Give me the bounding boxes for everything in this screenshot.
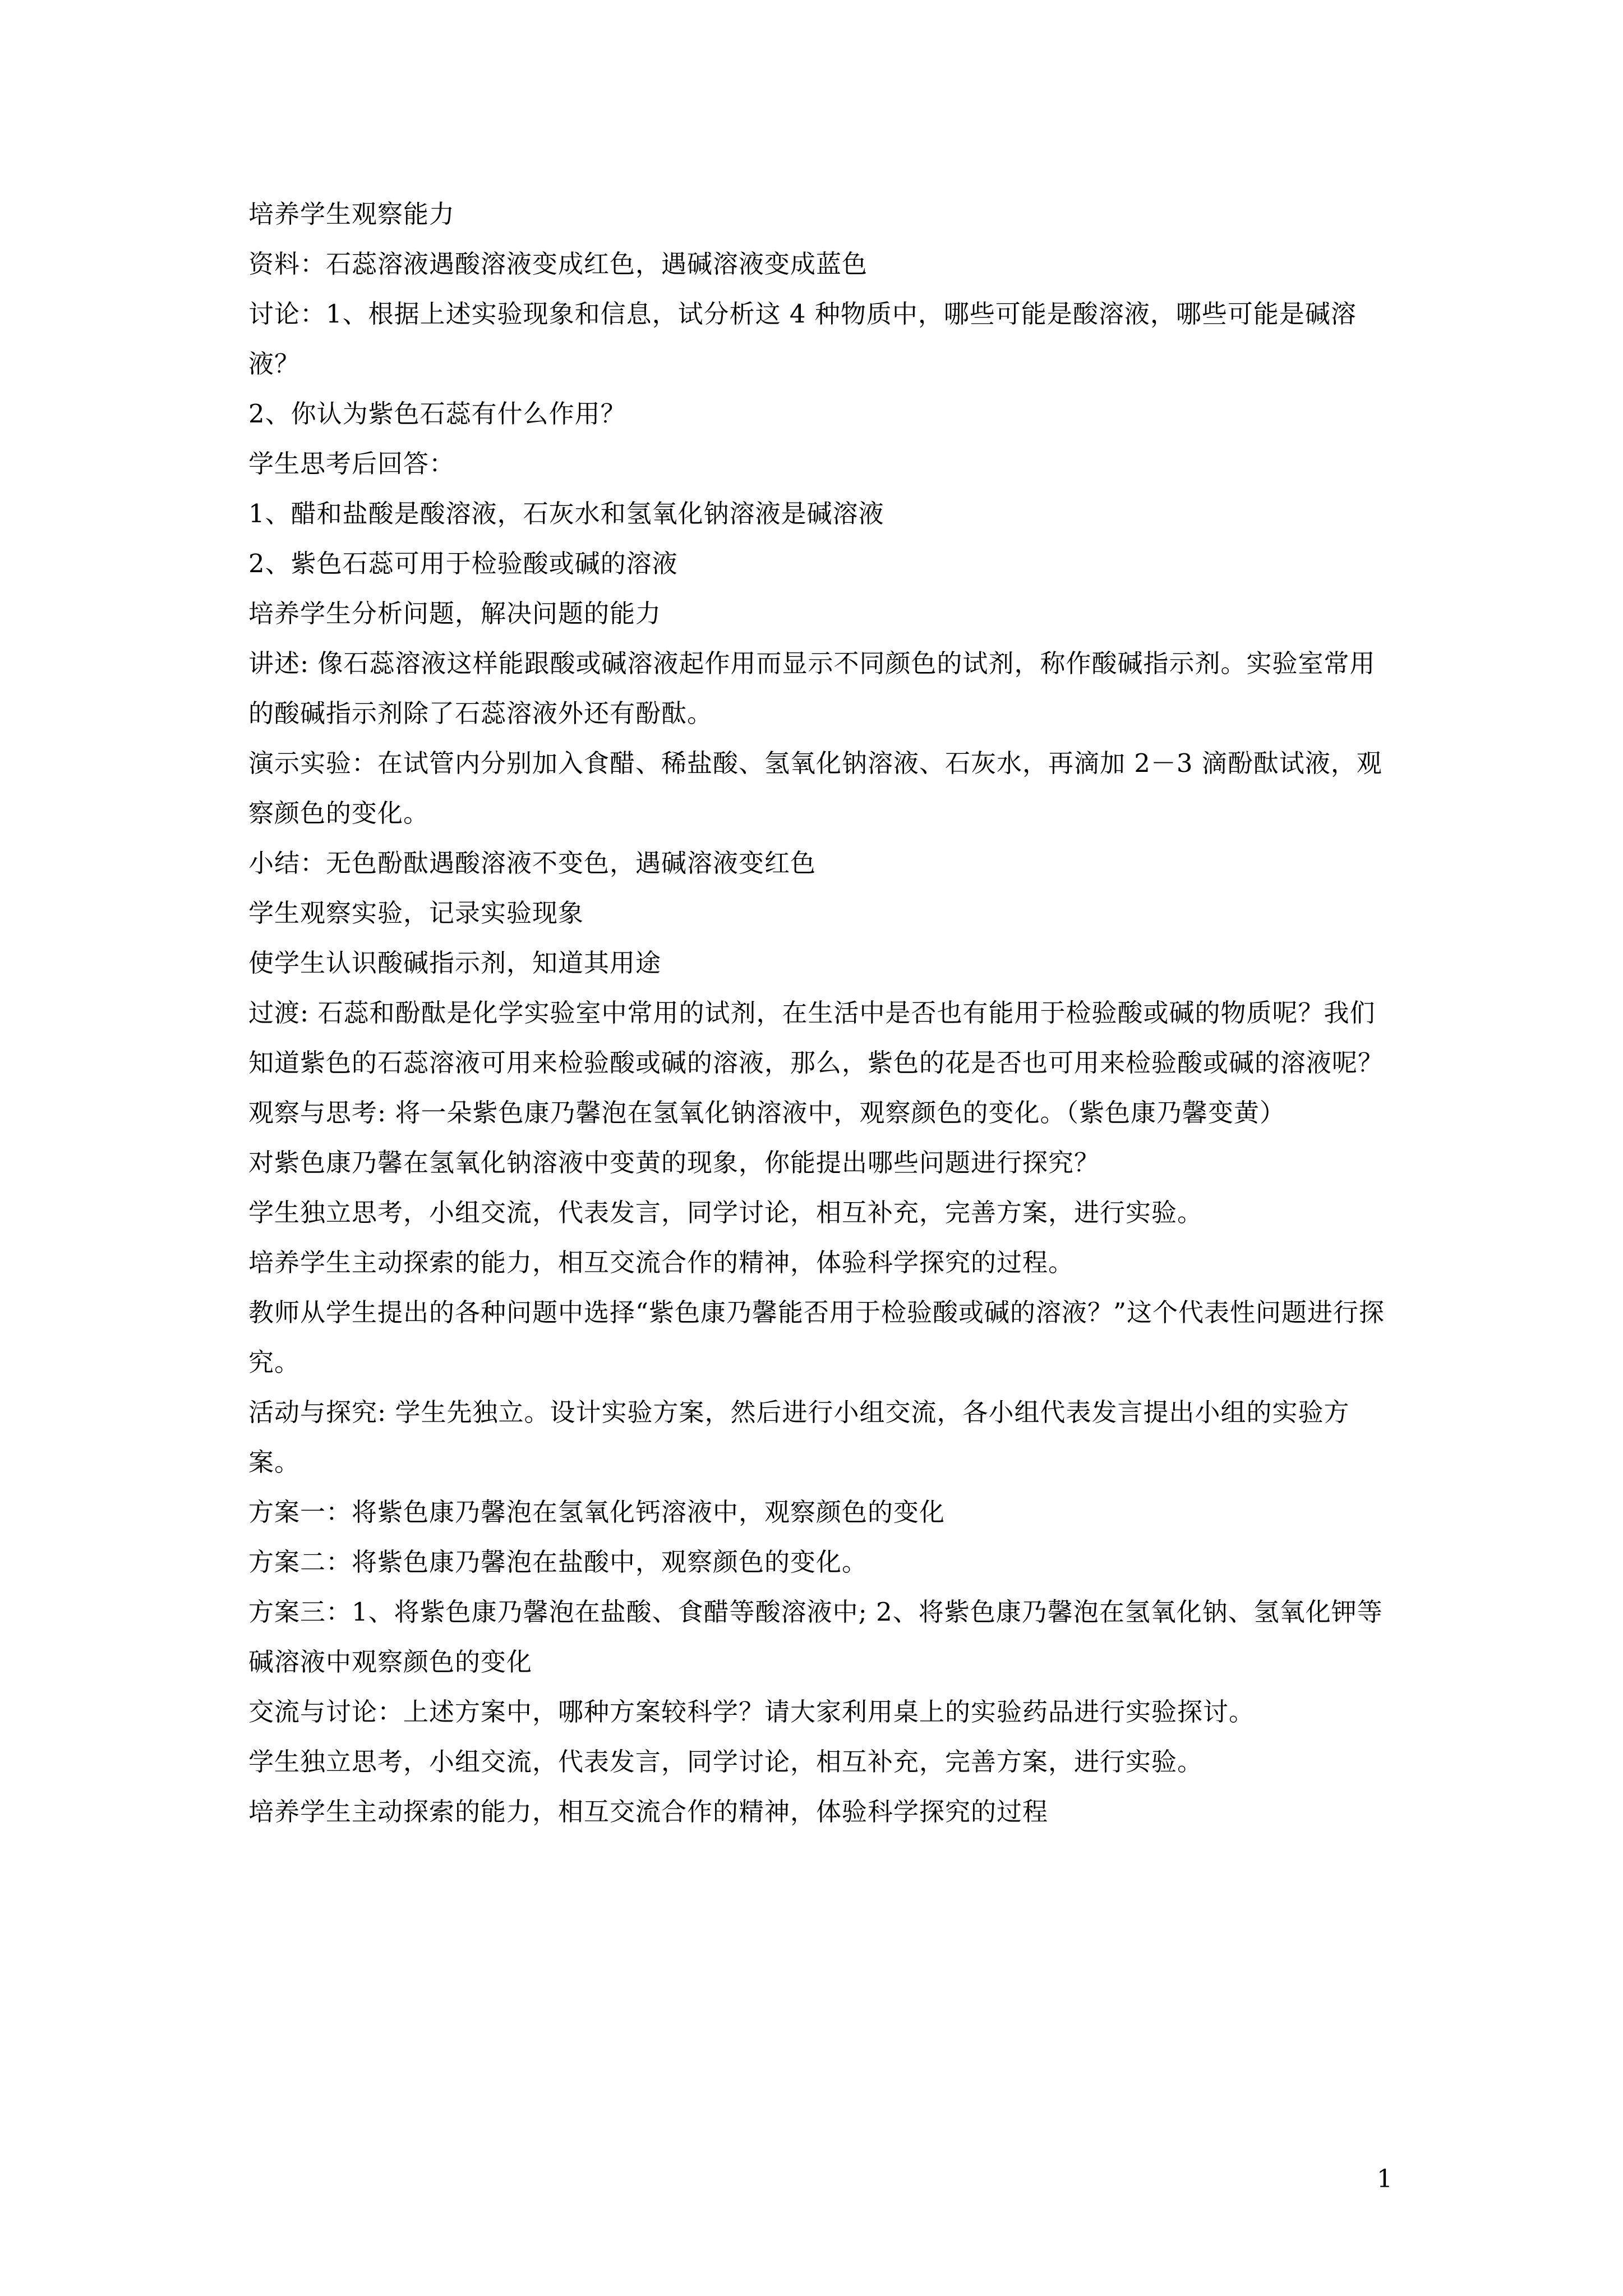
paragraph: 培养学生主动探索的能力，相互交流合作的精神，体验科学探究的过程 [248,1797,1049,1826]
paragraph: 方案二：将紫色康乃馨泡在盐酸中，观察颜色的变化。 [248,1547,868,1577]
paragraph: 学生独立思考，小组交流，代表发言，同学讨论，相互补充，完善方案，进行实验。 [248,1747,1204,1777]
paragraph: 培养学生观察能力 [248,199,455,229]
paragraph: 交流与讨论：上述方案中，哪种方案较科学？请大家利用桌上的实验药品进行实验探讨。 [248,1697,1255,1727]
paragraph: 活动与探究: 学生先独立。设计实验方案，然后进行小组交流，各小组代表发言提出小组的实验方案。 [248,1397,1350,1477]
paragraph: 小结：无色酚酞遇酸溶液不变色，遇碱溶液变红色 [248,848,817,878]
paragraph: 2、你认为紫色石蕊有什么作用？ [248,399,626,429]
paragraph: 讨论：1、根据上述实验现象和信息，试分析这 4 种物质中，哪些可能是酸溶液，哪些可能是碱溶液？ [248,299,1357,379]
paragraph: 教师从学生提出的各种问题中选择“紫色康乃馨能否用于检验酸或碱的溶液？”这个代表性问题进行探究。 [248,1297,1385,1377]
paragraph: 观察与思考: 将一朵紫色康乃馨泡在氢氧化钠溶液中，观察颜色的变化。（紫色康乃馨变黄） [248,1098,1285,1128]
paragraph: 资料：石蕊溶液遇酸溶液变成红色，遇碱溶液变成蓝色 [248,249,868,279]
paragraph: 2、紫色石蕊可用于检验酸或碱的溶液 [248,549,678,578]
paragraph: 对紫色康乃馨在氢氧化钠溶液中变黄的现象，你能提出哪些问题进行探究？ [248,1148,1100,1177]
paragraph: 方案一：将紫色康乃馨泡在氢氧化钙溶液中，观察颜色的变化 [248,1497,946,1527]
paragraph: 方案三：1、将紫色康乃馨泡在盐酸、食醋等酸溶液中; 2、将紫色康乃馨泡在氢氧化钠、氢氧化钾等碱溶液中观察颜色的变化 [248,1597,1383,1677]
paragraph: 培养学生分析问题，解决问题的能力 [248,599,662,628]
paragraph: 学生思考后回答： [248,449,455,478]
paragraph: 使学生认识酸碱指示剂，知道其用途 [248,948,662,978]
page-number: 1 [1377,2165,1393,2193]
paragraph: 1、醋和盐酸是酸溶液，石灰水和氢氧化钠溶液是碱溶液 [248,499,884,528]
paragraph: 培养学生主动探索的能力，相互交流合作的精神，体验科学探究的过程。 [248,1248,1075,1277]
paragraph: 过渡: 石蕊和酚酞是化学实验室中常用的试剂，在生活中是否也有能用于检验酸或碱的物质呢？我们知道紫色的石蕊溶液可用来检验酸或碱的溶液，那么，紫色的花是否也可用来检验酸或碱的溶液呢？ [248,998,1384,1078]
paragraph: 讲述: 像石蕊溶液这样能跟酸或碱溶液起作用而显示不同颜色的试剂，称作酸碱指示剂。实验室常用的酸碱指示剂除了石蕊溶液外还有酚酞。 [248,648,1376,728]
document-body [248,189,1393,1837]
paragraph: 学生独立思考，小组交流，代表发言，同学讨论，相互补充，完善方案，进行实验。 [248,1198,1204,1227]
paragraph: 演示实验：在试管内分别加入食醋、稀盐酸、氢氧化钠溶液、石灰水，再滴加 2－3 滴酚酞试液，观察颜色的变化。 [248,748,1382,828]
paragraph: 学生观察实验，记录实验现象 [248,898,584,928]
